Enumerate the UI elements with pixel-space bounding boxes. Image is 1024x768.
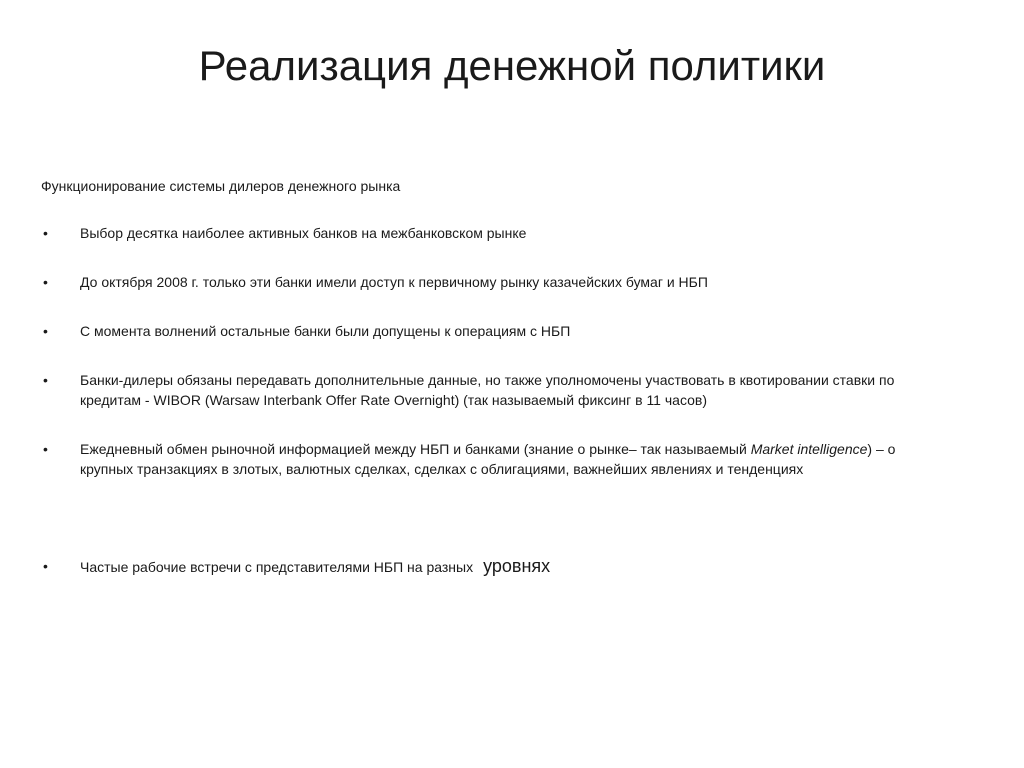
list-item [41,223,931,243]
list-item [41,272,931,292]
bullet-dot: • [43,274,48,290]
slide-title: Реализация денежной политики [198,42,826,89]
bullet-dot: • [43,372,48,388]
bullet-dot: • [43,558,48,574]
bullet-text [80,556,931,577]
bullet-text-part: Ежедневный обмен рыночной информацией между НБП и банками (знание о рынке– так называемый [80,441,751,457]
list-item [41,439,931,479]
bullet-text [80,439,931,479]
list-item [41,370,931,410]
bullet-text-italic: Market intelligence [750,441,868,457]
list-item [41,321,931,341]
bullet-text: С момента волнений остальные банки были допущены к операциям с НБП [80,323,571,339]
bullet-text-part: ) – о крупных транзакциях в злотых, валютных сделках, сделках с облигациями, важнейших явлениях и тенденциях [80,441,896,477]
bullet-text-part: Частые рабочие встречи с представителями НБП на разных [80,559,474,575]
bullet-dot: • [43,323,48,339]
bullet-text: Банки-дилеры обязаны передавать дополнительные данные, но также уполномочены участвовать в квотировании ставки по кредитам - WIBOR (Warsaw Interbank Offer Rate Overnight) (так называемый фиксинг в 11 часов) [80,372,895,408]
list-item [41,556,931,577]
bullet-dot: • [43,225,48,241]
bullet-text-large-word: уровнях [483,556,551,576]
intro-text: Функционирование системы дилеров денежного рынка [41,178,401,194]
bullet-text: Выбор десятка наиболее активных банков на межбанковском рынке [80,225,527,241]
bullet-dot: • [43,441,48,457]
bullet-text: До октября 2008 г. только эти банки имели доступ к первичному рынку казачейских бумаг и НБП [80,274,708,290]
